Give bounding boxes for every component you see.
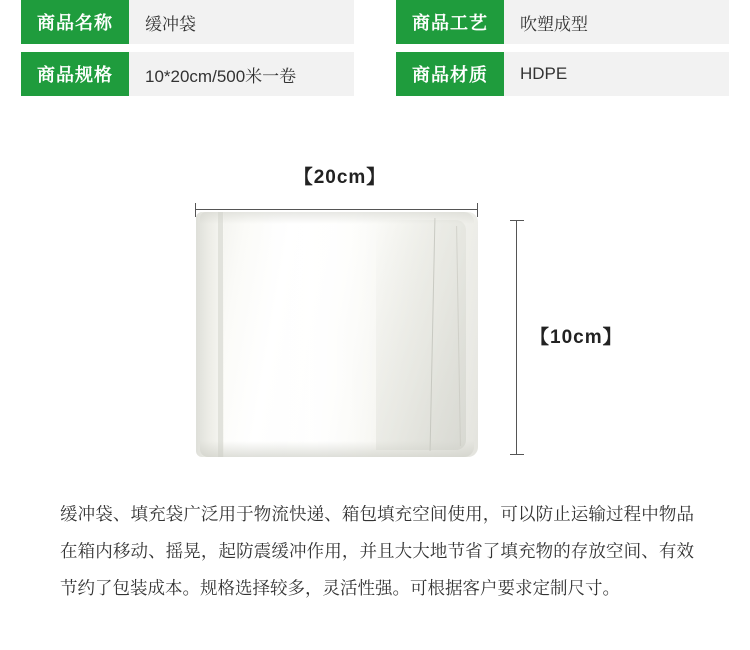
spec-cell-specification	[21, 52, 354, 96]
spec-cell-process	[396, 0, 729, 44]
product-image	[196, 212, 478, 457]
spacer	[729, 0, 750, 44]
spec-row	[0, 52, 750, 96]
spec-cell-product-name	[21, 0, 354, 44]
spec-label-material: 商品材质	[396, 52, 504, 96]
spec-value-process: 吹塑成型	[504, 0, 729, 44]
spec-value-product-name: 缓冲袋	[129, 0, 354, 44]
product-figure	[0, 150, 750, 480]
roll-top-shadow	[200, 212, 474, 224]
spacer	[729, 52, 750, 96]
roll-fold	[376, 220, 466, 450]
dimension-width-label: 【20cm】	[293, 167, 387, 188]
dimension-height-label: 【10cm】	[530, 327, 623, 348]
spec-table	[0, 0, 750, 104]
spec-value-material: HDPE	[504, 52, 729, 96]
dimension-height-line	[510, 220, 524, 455]
spec-label-process: 商品工艺	[396, 0, 504, 44]
roll-highlight	[256, 212, 376, 457]
spacer	[0, 52, 21, 96]
spec-label-specification: 商品规格	[21, 52, 129, 96]
spec-value-specification: 10*20cm/500米一卷	[129, 52, 354, 96]
measure-line	[516, 220, 517, 455]
roll-left-edge-shadow	[218, 212, 223, 457]
spacer	[354, 0, 396, 44]
spacer	[0, 0, 21, 44]
product-description: 缓冲袋、填充袋广泛用于物流快递、箱包填充空间使用，可以防止运输过程中物品在箱内移动、摇晃，起防震缓冲作用，并且大大地节省了填充物的存放空间、有效节约了包装成本。规格选择较多，灵活性强。可根据客户要求定制尺寸。	[60, 504, 694, 598]
roll-bottom-shadow	[200, 441, 474, 457]
measure-tick-top	[510, 220, 524, 221]
spec-cell-material	[396, 52, 729, 96]
spec-row	[0, 0, 750, 44]
spec-label-product-name: 商品名称	[21, 0, 129, 44]
measure-line	[195, 209, 478, 210]
spacer	[354, 52, 396, 96]
measure-tick-bottom	[510, 454, 524, 455]
